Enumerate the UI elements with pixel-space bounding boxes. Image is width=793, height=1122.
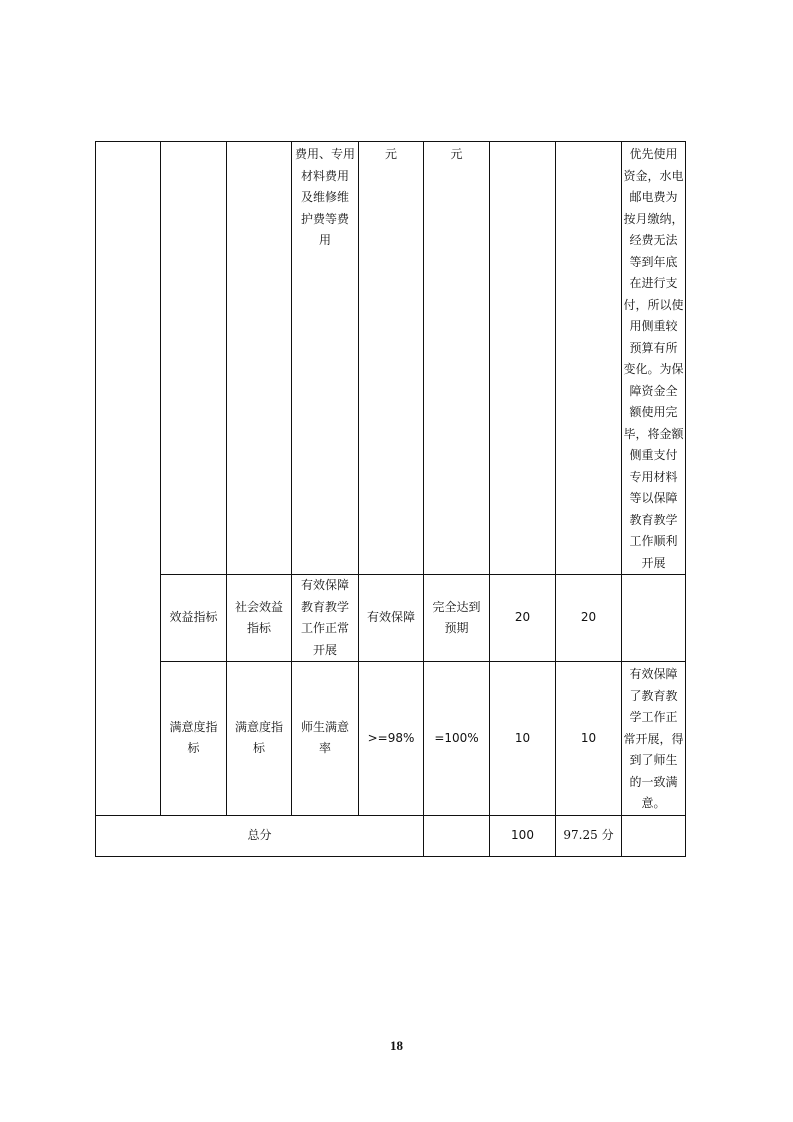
benefit-actual-cell bbox=[424, 575, 490, 662]
indicator-content-cell bbox=[292, 142, 359, 575]
performance-table bbox=[95, 141, 686, 857]
satisfaction-reason-cell bbox=[622, 662, 686, 816]
satisfaction-reason-text: 有效保障 了教育教 学工作正 常开展，得 到了师生 的一致满 意。 bbox=[623, 667, 684, 810]
page-number: 18 bbox=[390, 1038, 403, 1053]
social-benefit-cell bbox=[227, 575, 292, 662]
satisfaction-actual-cell bbox=[424, 662, 490, 816]
satisfaction-weight-text: 10 bbox=[514, 730, 531, 745]
benefit-score-cell bbox=[556, 575, 622, 662]
second-level-indicator-cell bbox=[161, 142, 227, 575]
benefit-weight-cell bbox=[490, 575, 556, 662]
annual-target-cell bbox=[359, 142, 424, 575]
satisfaction-sub-indicator-text: 满意度指 标 bbox=[234, 719, 283, 756]
third-level-indicator-cell bbox=[227, 142, 292, 575]
satisfaction-target-cell bbox=[359, 662, 424, 816]
score-cell bbox=[556, 142, 622, 575]
benefit-content-text: 有效保障 教育教学 工作正常 开展 bbox=[300, 578, 349, 657]
table-row-total bbox=[96, 815, 686, 856]
table-row-continuation bbox=[96, 142, 686, 575]
benefit-content-cell bbox=[292, 575, 359, 662]
benefit-indicator-cell bbox=[161, 575, 227, 662]
satisfaction-indicator-text: 满意度指 标 bbox=[169, 719, 218, 756]
table-row-satisfaction bbox=[96, 662, 686, 816]
first-level-indicator-cell bbox=[96, 142, 161, 816]
benefit-target-cell bbox=[359, 575, 424, 662]
satisfaction-indicator-cell bbox=[161, 662, 227, 816]
total-score-text: 97.25 分 bbox=[563, 827, 614, 842]
total-label-text: 总分 bbox=[247, 827, 272, 842]
actual-value-text: 元 bbox=[450, 147, 463, 161]
satisfaction-score-cell bbox=[556, 662, 622, 816]
satisfaction-sub-indicator-cell bbox=[227, 662, 292, 816]
table-row-benefit bbox=[96, 575, 686, 662]
satisfaction-score-text: 10 bbox=[580, 730, 597, 745]
annual-target-text: 元 bbox=[384, 147, 397, 161]
benefit-indicator-text: 效益指标 bbox=[169, 610, 218, 625]
benefit-target-text: 有效保障 bbox=[366, 610, 415, 625]
benefit-score-text: 20 bbox=[580, 610, 597, 625]
satisfaction-content-text: 师生满意 率 bbox=[300, 719, 349, 756]
total-actual-cell bbox=[424, 815, 490, 856]
total-score-cell bbox=[556, 815, 622, 856]
actual-value-cell bbox=[424, 142, 490, 575]
benefit-weight-text: 20 bbox=[514, 610, 531, 625]
indicator-content-text: 费用、专用 材料费用 及维修维 护费等费 用 bbox=[294, 147, 355, 247]
satisfaction-content-cell bbox=[292, 662, 359, 816]
satisfaction-actual-text: =100% bbox=[434, 730, 479, 745]
total-reason-cell bbox=[622, 815, 686, 856]
total-weight-text: 100 bbox=[511, 827, 534, 842]
deviation-reason-cell bbox=[622, 142, 686, 575]
total-weight-cell bbox=[490, 815, 556, 856]
social-benefit-text: 社会效益 指标 bbox=[234, 599, 283, 635]
satisfaction-weight-cell bbox=[490, 662, 556, 816]
weight-cell bbox=[490, 142, 556, 575]
total-label-cell bbox=[96, 815, 424, 856]
benefit-actual-text: 完全达到 预期 bbox=[432, 599, 481, 635]
deviation-reason-text: 优先使用 资金，水电 邮电费为 按月缴纳， 经费无法 等到年底 在进行支 付，所以使 用侧重较 预算有所 变化。为保 障资金全 额使用完 毕，将金额 侧重支付 专用材料 等以保障 教育教学 工作顺利 开展 bbox=[623, 147, 684, 570]
benefit-reason-cell bbox=[622, 575, 686, 662]
satisfaction-target-text: >=98% bbox=[367, 730, 415, 745]
